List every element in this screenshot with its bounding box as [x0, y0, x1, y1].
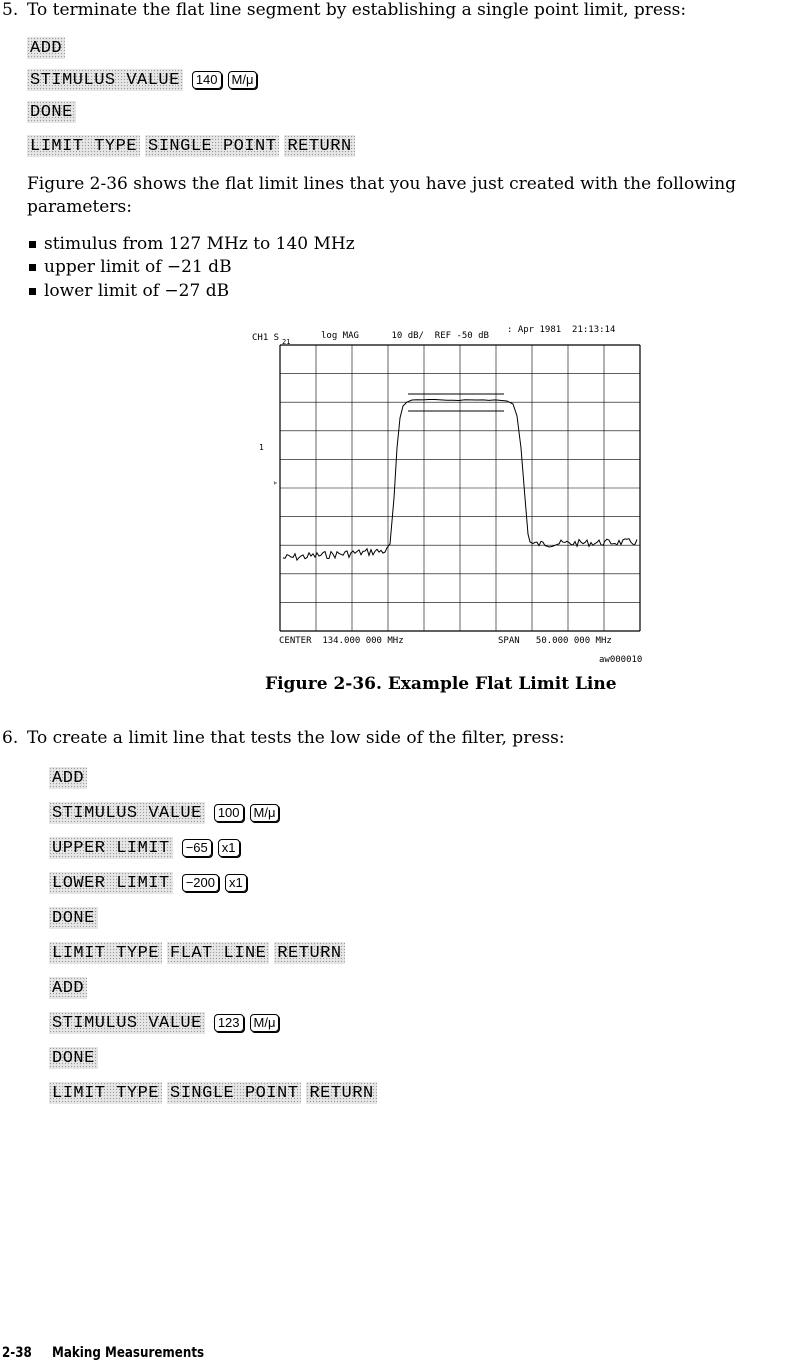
softkey-flat-line: FLAT LINE [167, 942, 269, 964]
hardkey: −65 [182, 839, 212, 857]
graticule [280, 345, 640, 631]
page-number: 2-38 [2, 1345, 32, 1361]
key-sequence-line [49, 872, 249, 894]
paragraph-line-2: parameters: [27, 197, 132, 217]
softkey-limit-type: LIMIT TYPE [49, 942, 162, 964]
softkey-lower-limit: LOWER LIMIT [49, 872, 173, 894]
softkey-stimulus-value: STIMULUS VALUE [49, 802, 205, 824]
span-label: SPAN 50.000 000 MHz [498, 636, 612, 646]
bullet-item: lower limit of −27 dB [29, 281, 229, 301]
softkey-stimulus-value: STIMULUS VALUE [49, 1012, 205, 1034]
hardkey: M/μ [250, 1014, 280, 1032]
key-sequence-line [49, 1047, 103, 1069]
bullet-icon [29, 288, 36, 295]
hardkey: M/μ [228, 71, 258, 89]
hardkey: −200 [182, 874, 219, 892]
hardkey: 140 [192, 71, 222, 89]
softkey-single-point: SINGLE POINT [145, 135, 279, 157]
softkey-limit-type: LIMIT TYPE [49, 1082, 162, 1104]
softkey-return: RETURN [306, 1082, 376, 1104]
bullet-icon [29, 264, 36, 271]
parameter-subscript: 21 [282, 338, 291, 346]
softkey-done: DONE [49, 907, 98, 929]
step-5-text: To terminate the flat line segment by establishing a single point limit, press: [27, 0, 687, 20]
bullet-item: stimulus from 127 MHz to 140 MHz [29, 234, 355, 254]
softkey-limit-type: LIMIT TYPE [27, 135, 140, 157]
hardkey: M/μ [250, 804, 280, 822]
key-sequence-line [27, 37, 70, 59]
key-sequence-line [49, 767, 92, 789]
softkey-done: DONE [49, 1047, 98, 1069]
softkey-single-point: SINGLE POINT [167, 1082, 301, 1104]
key-sequence-line [49, 1082, 382, 1104]
format-label: log MAG 10 dB/ REF -50 dB [321, 331, 489, 341]
key-sequence-line [49, 837, 242, 859]
reference-marker-icon: 1 [259, 443, 264, 452]
softkey-return: RETURN [284, 135, 354, 157]
key-sequence-line [49, 942, 350, 964]
key-sequence-line [49, 802, 281, 824]
softkey-upper-limit: UPPER LIMIT [49, 837, 173, 859]
figure-id: aw000010 [599, 655, 643, 665]
softkey-add: ADD [49, 767, 87, 789]
softkey-stimulus-value: STIMULUS VALUE [27, 69, 183, 91]
hardkey: 123 [214, 1014, 244, 1032]
timestamp-label: : Apr 1981 21:13:14 [507, 325, 616, 335]
hardkey: 100 [214, 804, 244, 822]
key-sequence-line [49, 907, 103, 929]
analyzer-display-figure [245, 318, 665, 668]
figure-caption: Figure 2-36. Example Flat Limit Line [265, 674, 617, 694]
step-6-text: To create a limit line that tests the low side of the filter, press: [27, 728, 565, 748]
softkey-done: DONE [27, 101, 76, 123]
channel-label: CH1 S [252, 333, 280, 343]
bullet-icon [29, 241, 36, 248]
softkey-return: RETURN [274, 942, 344, 964]
step-6-number: 6. [2, 728, 19, 748]
softkey-add: ADD [49, 977, 87, 999]
page-footer [2, 1345, 204, 1361]
hardkey: x1 [225, 874, 247, 892]
key-sequence-line [27, 135, 360, 157]
key-sequence-line [27, 69, 259, 91]
softkey-add: ADD [27, 37, 65, 59]
key-sequence-line [49, 977, 92, 999]
reference-position-icon: ▹ [273, 478, 278, 487]
hardkey: x1 [218, 839, 240, 857]
section-title: Making Measurements [51, 1345, 205, 1361]
bullet-item: upper limit of −21 dB [29, 257, 232, 277]
paragraph-line-1: Figure 2-36 shows the flat limit lines that you have just created with the following [27, 174, 737, 194]
step-5-number: 5. [2, 0, 19, 20]
center-frequency-label: CENTER 134.000 000 MHz [279, 636, 404, 646]
key-sequence-line [27, 101, 81, 123]
key-sequence-line [49, 1012, 281, 1034]
limit-lines [408, 394, 504, 411]
